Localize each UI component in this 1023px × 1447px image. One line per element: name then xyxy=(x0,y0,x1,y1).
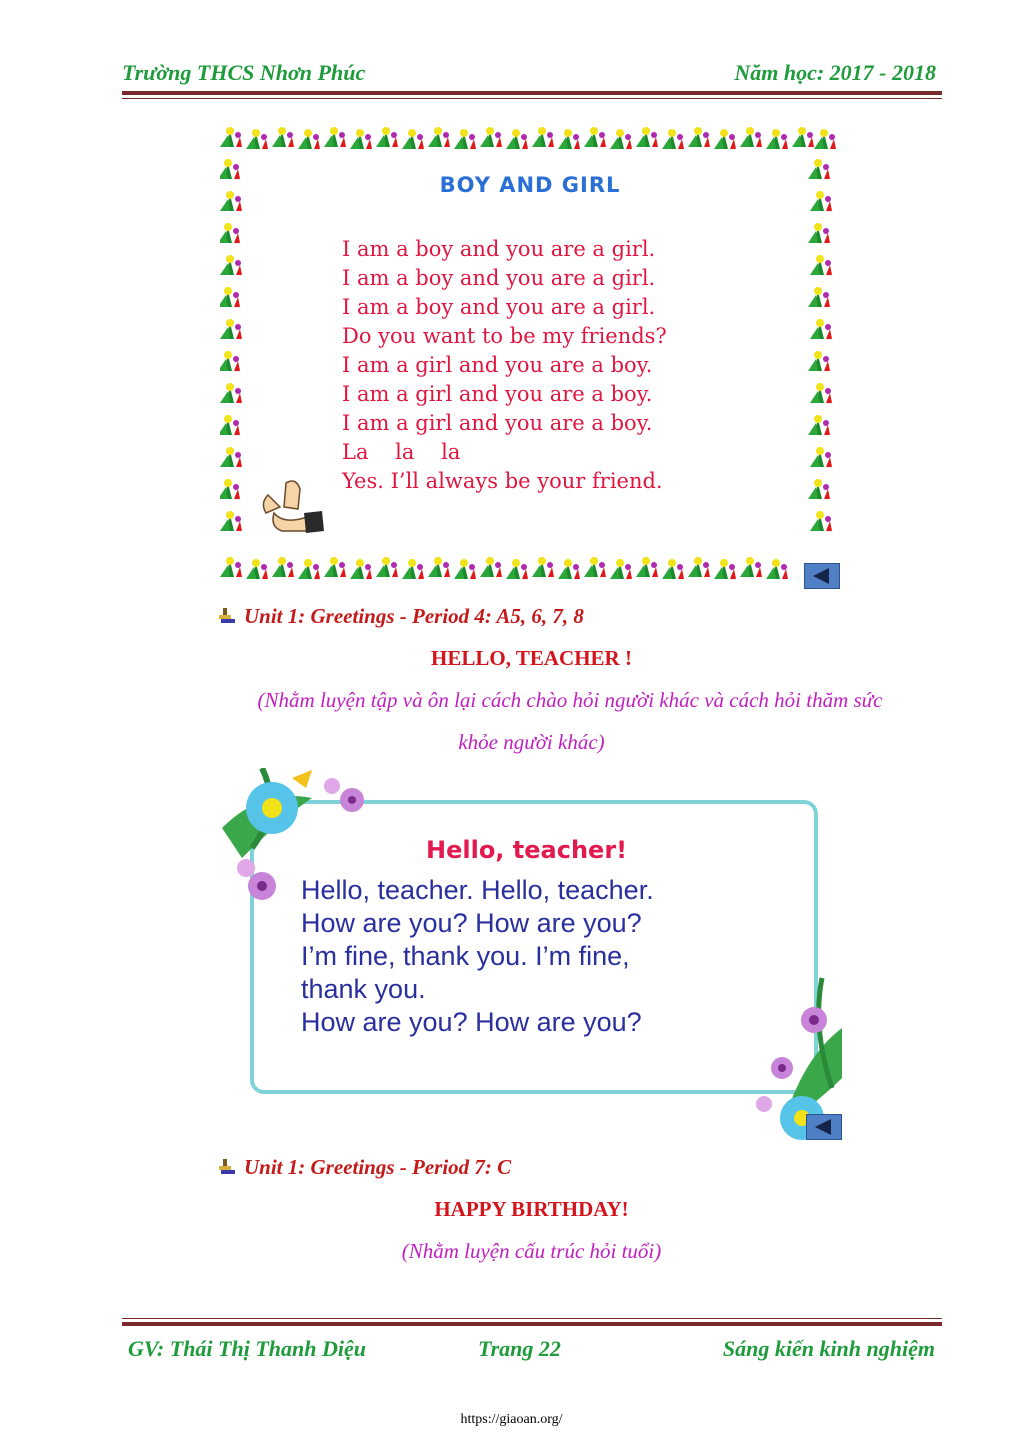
unit-heading-1 xyxy=(218,604,584,629)
song-line: thank you. xyxy=(301,974,426,1004)
song-line: La la la xyxy=(342,440,461,464)
boy-and-girl-slide xyxy=(220,123,840,589)
bullet-square-icon xyxy=(218,605,236,621)
unit-heading-2 xyxy=(218,1155,511,1180)
slide1-song-lines xyxy=(342,235,667,496)
back-arrow-icon[interactable] xyxy=(806,1114,842,1140)
song-line: How are you? How are you? xyxy=(301,1007,642,1037)
source-url[interactable]: https://giaoan.org/ xyxy=(460,1412,563,1427)
song-line: Yes. I’ll always be your friend. xyxy=(342,469,663,493)
footer-rule-thin xyxy=(122,1318,942,1319)
song-line: I am a girl and you are a boy. xyxy=(342,411,653,435)
slide2-song-lines xyxy=(301,874,654,1039)
section1-title: HELLO, TEACHER ! xyxy=(431,646,632,670)
song-line: Do you want to be my friends? xyxy=(342,324,667,348)
section2-note: (Nhằm luyện cấu trúc hỏi tuổi) xyxy=(401,1239,662,1263)
section1-note-line2: khỏe người khác) xyxy=(458,730,605,754)
bullet-square-icon xyxy=(218,1156,236,1172)
header-school-year: Năm học: 2017 - 2018 xyxy=(734,60,936,85)
header-rule xyxy=(122,91,942,95)
footer-teacher: GV: Thái Thị Thanh Diệu xyxy=(128,1336,366,1361)
back-arrow-icon[interactable] xyxy=(804,563,840,589)
header-rule-thin xyxy=(122,98,942,99)
slide2-title: Hello, teacher! xyxy=(426,836,628,864)
song-line: I am a girl and you are a boy. xyxy=(342,353,653,377)
song-line: I am a boy and you are a girl. xyxy=(342,237,656,261)
footer-rule xyxy=(122,1322,942,1326)
footer-label: Sáng kiến kinh nghiệm xyxy=(722,1336,935,1361)
section1-note-line1: (Nhằm luyện tập và ôn lại cách chào hỏi người khác và cách hỏi thăm sức xyxy=(257,688,883,712)
song-line: I am a boy and you are a girl. xyxy=(342,266,656,290)
hello-teacher-slide xyxy=(222,768,842,1140)
slide1-title: BOY AND GIRL xyxy=(439,173,621,197)
unit-heading-text: Unit 1: Greetings - Period 4: A5, 6, 7, 8 xyxy=(244,604,584,628)
song-line: Hello, teacher. Hello, teacher. xyxy=(301,875,654,905)
song-line: How are you? How are you? xyxy=(301,908,642,938)
unit-heading-text: Unit 1: Greetings - Period 7: C xyxy=(244,1155,512,1179)
footer-page-number: Trang 22 xyxy=(478,1336,561,1361)
song-line: I am a girl and you are a boy. xyxy=(342,382,653,406)
header-school: Trường THCS Nhơn Phúc xyxy=(122,60,366,85)
section2-title: HAPPY BIRTHDAY! xyxy=(434,1197,629,1221)
song-line: I am a boy and you are a girl. xyxy=(342,295,656,319)
clapping-hands-icon xyxy=(256,473,328,537)
song-line: I’m fine, thank you. I’m fine, xyxy=(301,941,630,971)
